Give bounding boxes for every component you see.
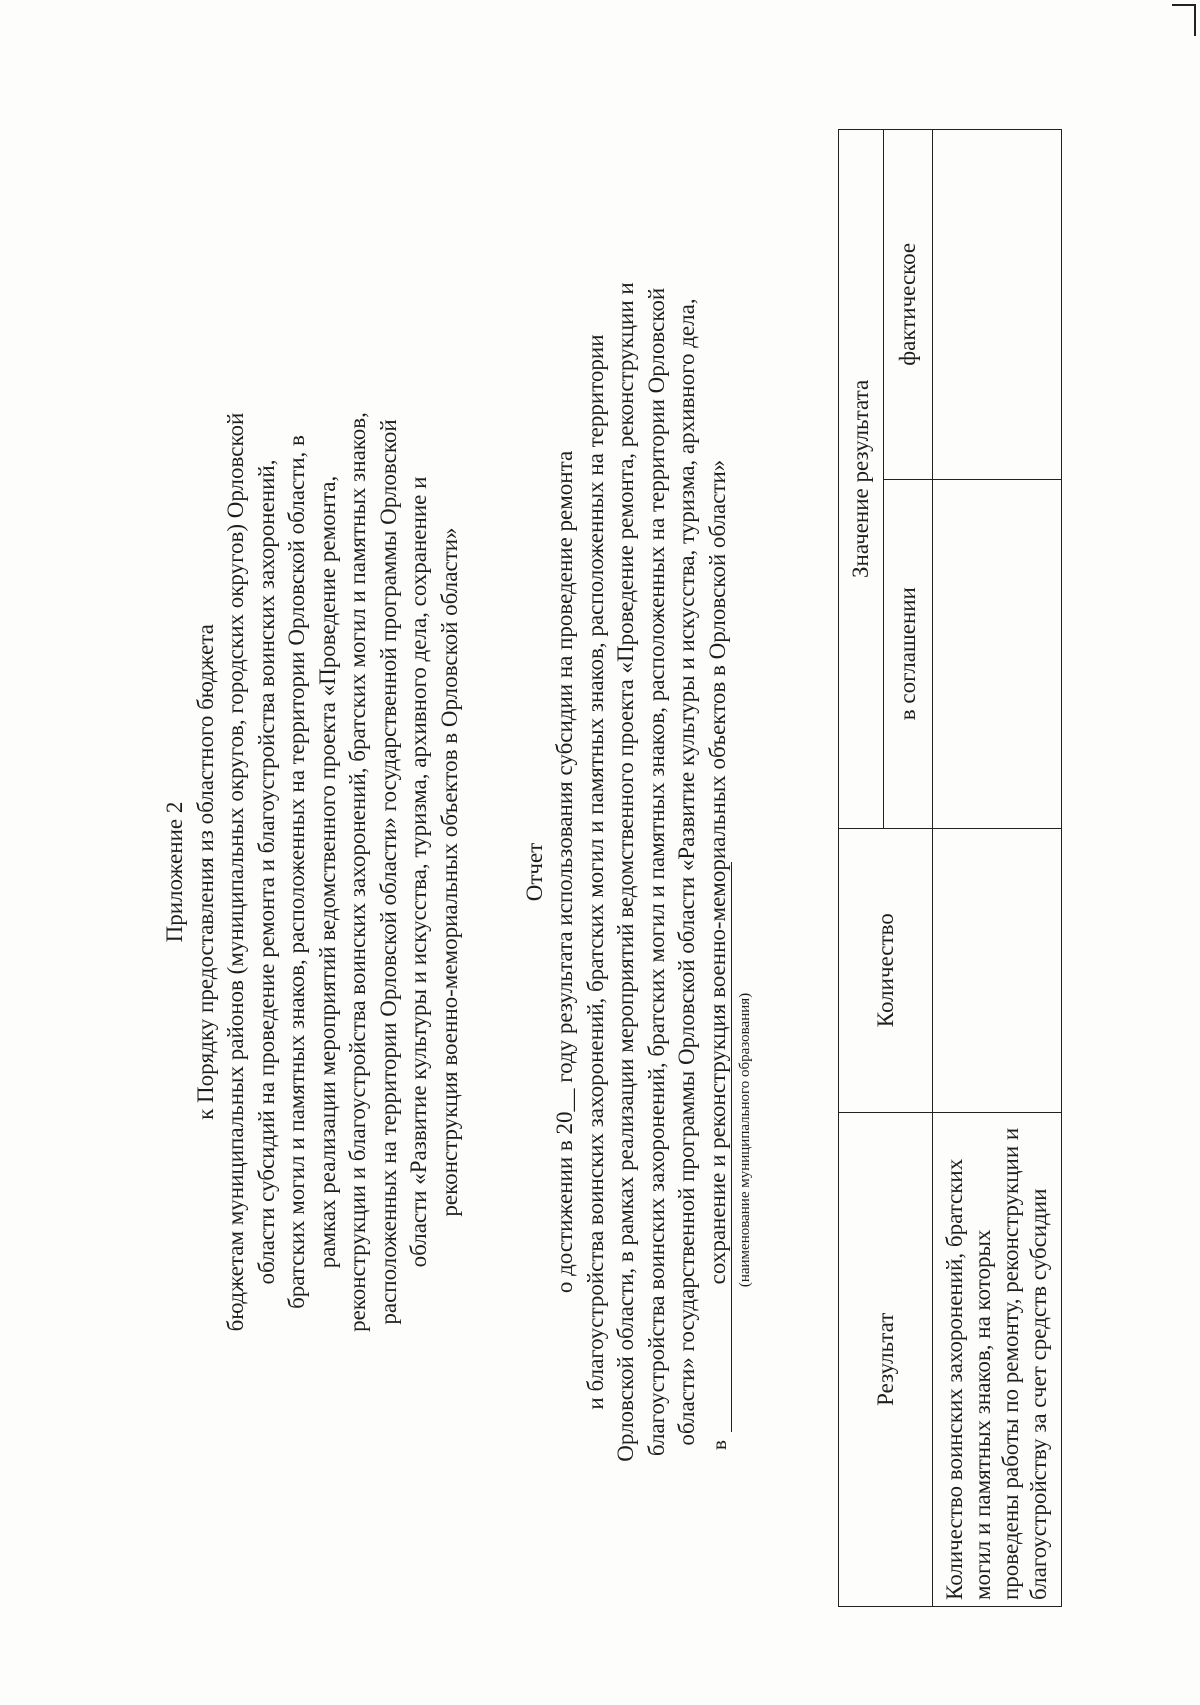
- appendix-line: области «Развитие культуры и искусства, туризма, архивного дела, сохранение и: [406, 476, 431, 1268]
- appendix-title: Приложение 2: [162, 801, 187, 943]
- municipality-caption: (наименование муниципального образования): [737, 992, 753, 1288]
- appendix-line: расположенных на территории Орловской области» государственной программы Орловской: [375, 419, 401, 1325]
- municipality-blank[interactable]: [709, 862, 732, 1432]
- municipality-line: [706, 830, 732, 1450]
- header-result: Результат: [839, 1112, 933, 1606]
- appendix-line: к Порядку предоставления из областного бюджета: [192, 624, 218, 1120]
- cell-planned[interactable]: [933, 479, 1062, 828]
- report-line: о достижении в 20__ году результата использования субсидии на проведение ремонта: [552, 450, 577, 1294]
- header-quantity: Количество: [839, 828, 933, 1112]
- appendix-line: реконструкция военно-мемориальных объектов в Орловской области»: [436, 527, 462, 1217]
- appendix-header: [160, 137, 465, 1607]
- report-line: сохранение и реконструкция военно-мемориальных объектов в Орловской области»: [704, 459, 730, 1285]
- header-actual: фактическое: [884, 130, 933, 480]
- appendix-line: рамках реализации мероприятий ведомственного проекта «Проведение ремонта,: [314, 475, 340, 1269]
- results-table: [838, 129, 1062, 1607]
- cell-actual[interactable]: [933, 130, 1062, 480]
- header-planned: в соглашении: [884, 479, 933, 828]
- appendix-line: братских могил и памятных знаков, расположенных на территории Орловской области, в: [284, 435, 309, 1309]
- appendix-line: реконструкции и благоустройства воинских захоронений, братских могил и памятных знаков,: [345, 412, 370, 1332]
- report-line: и благоустройства воинских захоронений, братских могил и памятных знаков, расположенных на территории: [582, 334, 608, 1410]
- report-title: Отчет: [522, 842, 547, 902]
- appendix-line: области субсидий на проведение ремонта и благоустройства воинских захоронений,: [253, 459, 279, 1285]
- cell-result: Количество воинских захоронений, братских могил и памятных знаков, на которых проведены работы по ремонту, реконструкции и благоустройству за счет средств субсидии: [933, 1112, 1062, 1606]
- report-line: благоустройства воинских захоронений, братских могил и памятных знаков, расположенных на территории Орловской: [643, 287, 669, 1457]
- header-value-group: Значение результата: [839, 130, 884, 829]
- report-line: Орловской области, в рамках реализации мероприятий ведомственного проекта «Проведение ремонта, реконструкции и: [613, 282, 638, 1462]
- cell-quantity[interactable]: [933, 828, 1062, 1112]
- appendix-line: бюджетам муниципальных районов (муниципальных округов, городских округов) Орловской: [223, 412, 248, 1332]
- table-row: [933, 130, 1062, 1607]
- in-label: в: [707, 1440, 731, 1450]
- report-line: области» государственной программы Орловской области «Развитие культуры и искусства, туризма, архивного дела,: [674, 298, 699, 1446]
